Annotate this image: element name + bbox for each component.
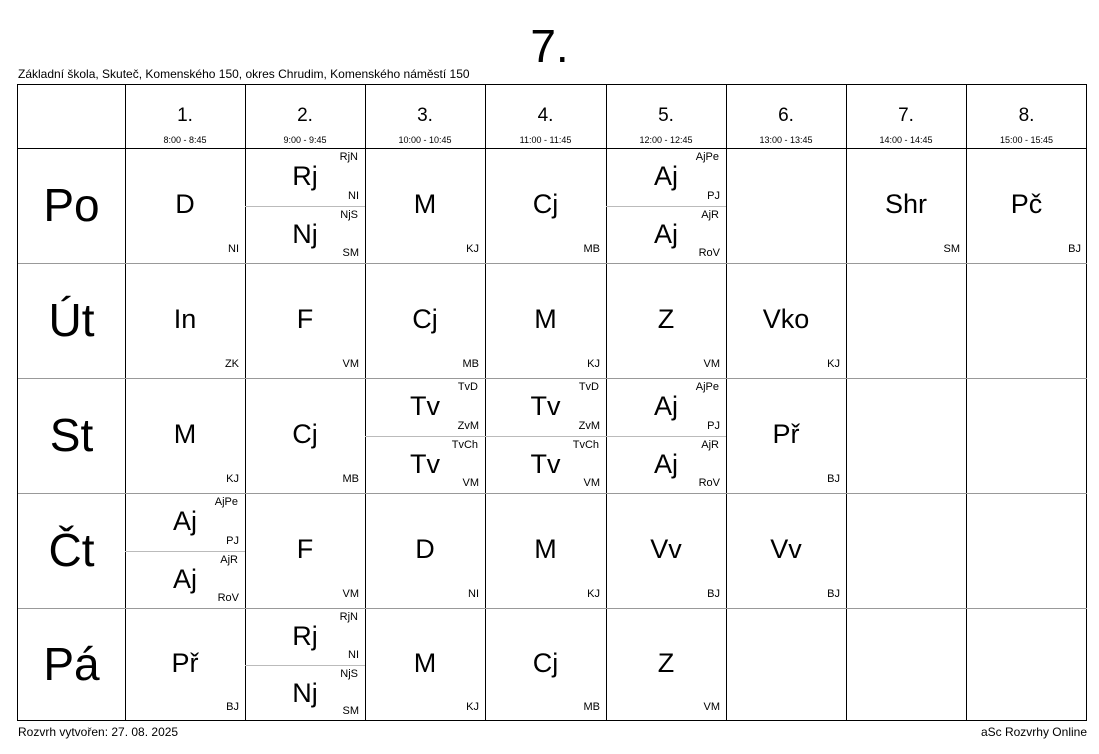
period-time: 12:00 - 12:45	[639, 135, 693, 145]
split-divider	[125, 551, 245, 552]
day-label: Út	[48, 294, 95, 346]
period-time: 9:00 - 9:45	[283, 135, 327, 145]
subject-label: F	[296, 304, 314, 334]
lesson-cell[interactable]	[365, 263, 485, 378]
group-label: AjR	[220, 553, 238, 566]
lesson-cell[interactable]	[365, 493, 485, 608]
period-header	[726, 85, 846, 148]
subject-label: D	[415, 534, 435, 564]
period-header	[365, 85, 485, 148]
subject-label: Př	[772, 419, 800, 449]
teacher-label: NI	[348, 648, 359, 661]
teacher-label: MB	[342, 473, 359, 485]
subject-label: Aj	[172, 563, 197, 594]
subject-label: Vv	[650, 534, 682, 564]
group-label: RjN	[339, 611, 358, 623]
split-divider	[245, 206, 365, 207]
subject-label: Rj	[292, 161, 318, 191]
created-date: Rozvrh vytvořen: 27. 08. 2025	[18, 725, 179, 739]
lesson-cell[interactable]	[125, 608, 245, 721]
teacher-label: BJ	[226, 701, 239, 713]
period-time: 15:00 - 15:45	[999, 135, 1054, 145]
lesson-cell[interactable]	[846, 148, 966, 263]
teacher-label: MB	[583, 243, 600, 255]
day-label: Po	[43, 179, 100, 231]
lesson-cell[interactable]	[125, 148, 245, 263]
period-time: 10:00 - 10:45	[398, 135, 452, 145]
period-number: 7.	[898, 105, 914, 126]
subject-label: Shr	[884, 189, 928, 219]
teacher-label: KJ	[587, 358, 600, 370]
lesson-cell[interactable]	[485, 263, 606, 378]
split-divider	[606, 436, 726, 437]
period-header	[606, 85, 726, 148]
teacher-label: NI	[348, 189, 359, 202]
lesson-cell[interactable]	[485, 148, 606, 263]
period-number: 3.	[417, 105, 433, 126]
teacher-label: ZK	[224, 358, 239, 370]
period-number: 4.	[537, 105, 554, 126]
subject-label: M	[534, 534, 557, 564]
teacher-label: RoV	[217, 592, 239, 604]
teacher-label: BJ	[1068, 243, 1081, 255]
lesson-cell[interactable]	[726, 263, 846, 378]
period-header	[125, 85, 245, 148]
lesson-cell[interactable]	[245, 493, 365, 608]
lesson-cell[interactable]	[606, 493, 726, 608]
teacher-label: PJ	[226, 534, 239, 547]
teacher-label: SM	[342, 247, 359, 259]
teacher-label: VM	[462, 477, 479, 489]
teacher-label: VM	[342, 358, 359, 370]
day-label: Čt	[48, 524, 95, 576]
lesson-cell[interactable]	[485, 378, 606, 493]
subject-label: Cj	[412, 304, 438, 334]
teacher-label: PJ	[707, 419, 720, 432]
subject-label: Aj	[653, 391, 678, 421]
group-label: TvD	[578, 381, 599, 393]
lesson-cell[interactable]	[245, 608, 365, 721]
period-header	[846, 85, 966, 148]
teacher-label: NI	[228, 243, 239, 255]
class-title: 7.	[530, 20, 569, 72]
teacher-label: BJ	[707, 588, 720, 600]
teacher-label: SM	[943, 243, 960, 255]
teacher-label: BJ	[827, 473, 840, 485]
teacher-label: VM	[703, 358, 720, 370]
group-label: NjS	[340, 208, 358, 221]
lesson-cell[interactable]	[245, 378, 365, 493]
timetable-grid	[17, 84, 1087, 721]
group-label: AjPe	[695, 381, 719, 393]
teacher-label: VM	[703, 701, 720, 713]
teacher-label: KJ	[466, 243, 479, 255]
lesson-cell[interactable]	[606, 148, 726, 263]
brand-label: aSc Rozvrhy Online	[980, 725, 1087, 739]
lesson-cell[interactable]	[606, 608, 726, 721]
group-label: AjPe	[695, 151, 719, 163]
subject-label: Aj	[653, 161, 678, 191]
teacher-label: ZvM	[578, 419, 600, 432]
subject-label: D	[175, 189, 195, 219]
lesson-cell[interactable]	[485, 608, 606, 721]
subject-label: In	[173, 304, 197, 334]
teacher-label: MB	[462, 358, 479, 370]
group-label: AjR	[701, 438, 719, 451]
group-label: AjPe	[214, 496, 238, 508]
lesson-cell[interactable]	[485, 493, 606, 608]
teacher-label: SM	[342, 705, 359, 717]
teacher-label: RoV	[698, 477, 720, 489]
lesson-cell[interactable]	[726, 378, 846, 493]
subject-label: Aj	[653, 448, 678, 479]
subject-label: M	[413, 189, 437, 219]
school-name: Základní škola, Skuteč, Komenského 150, okres Chrudim, Komenského náměstí 150	[18, 67, 470, 81]
lesson-cell[interactable]	[365, 148, 485, 263]
teacher-label: BJ	[827, 588, 840, 600]
split-divider	[606, 206, 726, 207]
subject-label: Vv	[770, 534, 802, 564]
period-header	[966, 85, 1087, 148]
subject-label: Nj	[292, 218, 318, 249]
lesson-cell[interactable]	[365, 378, 485, 493]
subject-label: Tv	[410, 391, 440, 421]
group-label: TvD	[457, 381, 478, 393]
period-time: 8:00 - 8:45	[163, 135, 207, 145]
subject-label: Tv	[530, 448, 561, 479]
teacher-label: NI	[468, 588, 479, 600]
group-label: RjN	[339, 151, 358, 163]
teacher-label: KJ	[827, 358, 840, 370]
lesson-cell[interactable]	[966, 148, 1087, 263]
teacher-label: VM	[342, 588, 359, 600]
teacher-label: KJ	[466, 701, 479, 713]
lesson-cell[interactable]	[606, 263, 726, 378]
group-label: TvCh	[451, 438, 478, 451]
lesson-cell[interactable]	[245, 263, 365, 378]
lesson-cell[interactable]	[125, 378, 245, 493]
period-number: 6.	[778, 105, 794, 126]
group-label: AjR	[701, 208, 719, 221]
subject-label: Nj	[292, 677, 318, 708]
split-divider	[485, 436, 606, 437]
lesson-cell[interactable]	[726, 493, 846, 608]
lesson-cell[interactable]	[125, 493, 245, 608]
period-number: 1.	[177, 105, 193, 126]
subject-label: Cj	[532, 189, 559, 219]
teacher-label: PJ	[707, 189, 720, 202]
period-number: 5.	[658, 105, 674, 126]
period-time: 14:00 - 14:45	[879, 135, 933, 145]
subject-label: Rj	[292, 621, 318, 651]
group-label: NjS	[340, 667, 358, 680]
teacher-label: RoV	[698, 247, 720, 259]
day-label: St	[49, 409, 94, 461]
period-time: 11:00 - 11:45	[519, 135, 572, 145]
subject-label: Aj	[653, 218, 678, 249]
period-number: 2.	[297, 105, 313, 126]
subject-label: Z	[657, 648, 675, 678]
lesson-cell[interactable]	[125, 263, 245, 378]
lesson-cell[interactable]	[606, 378, 726, 493]
subject-label: Tv	[410, 448, 440, 479]
subject-label: Aj	[172, 506, 197, 536]
subject-label: F	[296, 534, 314, 564]
teacher-label: VM	[583, 477, 600, 489]
subject-label: Pč	[1010, 189, 1043, 219]
split-divider	[245, 665, 365, 666]
teacher-label: ZvM	[457, 419, 479, 432]
period-header	[485, 85, 606, 148]
subject-label: Tv	[530, 391, 561, 421]
teacher-label: KJ	[587, 588, 600, 600]
subject-label: Př	[171, 648, 199, 678]
lesson-cell[interactable]	[365, 608, 485, 721]
subject-label: M	[534, 304, 557, 334]
lesson-cell[interactable]	[245, 148, 365, 263]
teacher-label: KJ	[226, 473, 239, 485]
day-label: Pá	[43, 638, 100, 690]
group-label: TvCh	[572, 438, 599, 451]
subject-label: Z	[657, 304, 675, 334]
subject-label: Cj	[292, 419, 318, 449]
period-number: 8.	[1018, 105, 1035, 126]
period-time: 13:00 - 13:45	[759, 135, 813, 145]
subject-label: M	[413, 648, 437, 678]
teacher-label: MB	[583, 701, 600, 713]
split-divider	[365, 436, 485, 437]
subject-label: Cj	[532, 648, 559, 678]
subject-label: M	[173, 419, 197, 449]
period-header	[245, 85, 365, 148]
subject-label: Vko	[762, 304, 810, 334]
